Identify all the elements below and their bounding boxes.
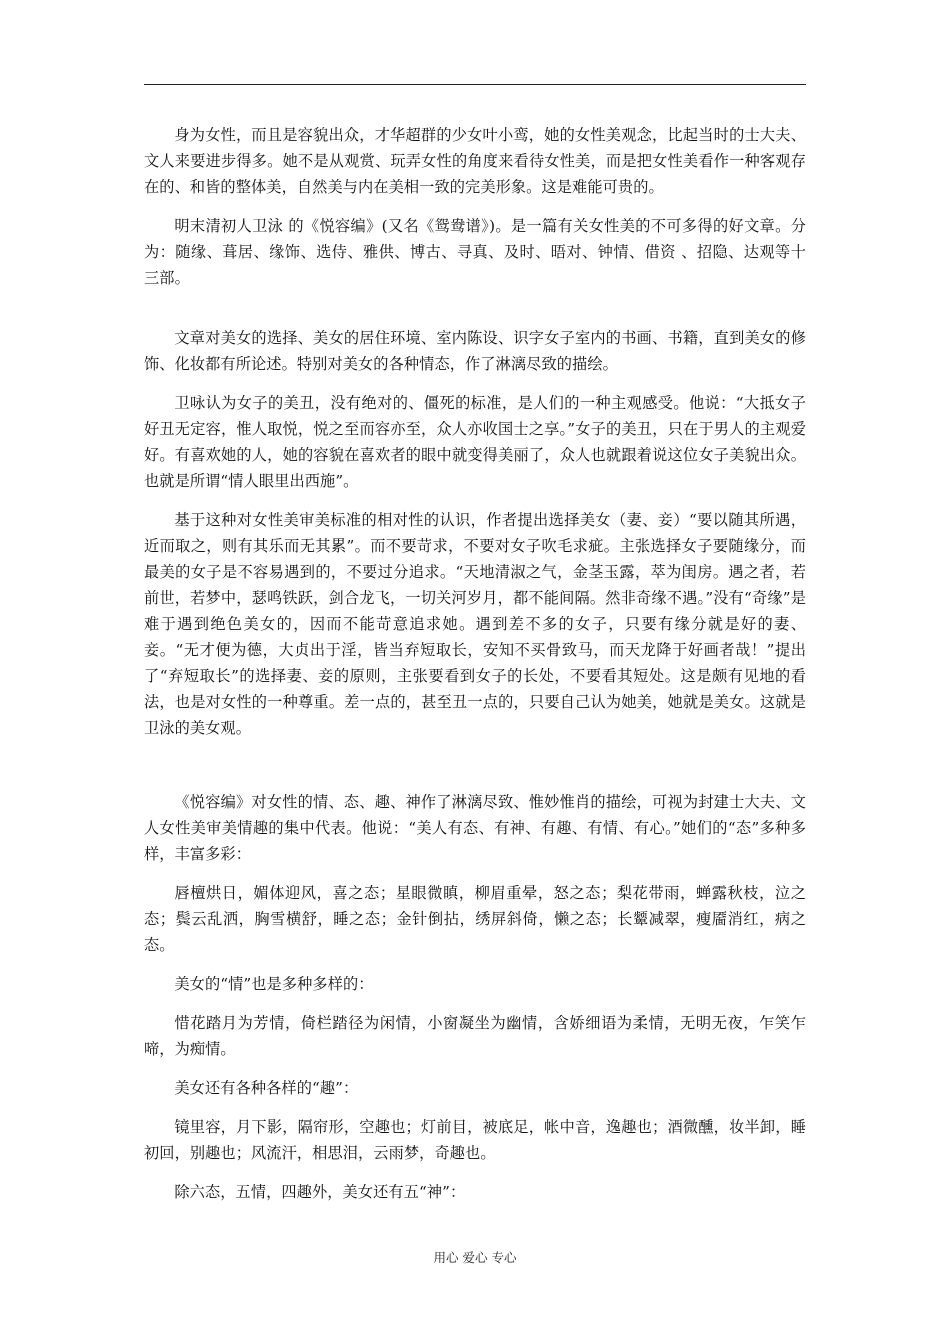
paragraph-four-qu: 镜里容，月下影，隔帘形，空趣也；灯前目，被底足，帐中音，逸趣也；酒微醺，妆半卸，睡初回，别趣也；风流汗，相思泪，云雨梦，奇趣也。 — [144, 1118, 806, 1162]
paragraph-choosing-beauty: 基于这种对女性美审美标准的相对性的认识，作者提出选择美女（妻、妾）“要以随其所遇，近而取之，则有其乐而无其累”。而不要苛求，不要对女子吹毛求疵。主张选择女子要随缘分，而最美的女子是不容易遇到的，不要过分追求。“天地清淑之气，金茎玉露，萃为闺房。遇之者，若前世，若梦中，瑟鸣铁跃，剑合龙飞，一切关河岁月，都不能间隔。然非奇缘不遇。”没有“奇缘”是难于遇到绝色美女的，因而不能苛意追求她。遇到差不多的女子，只要有缘分就是好的妻、妾。“无才便为德，大贞出于淫，皆当弃短取长，安知不买骨致马，而天龙降于好画者哉！”提出了“弃短取长”的选择妻、妾的原则，主张要看到女子的长处，不要看其短处。这是颇有见地的看法，也是对女性的一种尊重。差一点的，甚至丑一点的，只要自己认为她美，她就是美女。这就是卫泳的美女观。 — [144, 511, 806, 737]
paragraph-qing-tai-qu-shen: 《悦容编》对女性的情、态、趣、神作了淋漓尽致、惟妙惟肖的描绘，可视为封建士大夫、文人女性美审美情趣的集中代表。他说：“美人有态、有神、有趣、有情、有心。”她们的“态”多种多样，丰富多彩： — [144, 793, 806, 863]
paragraph-qu-intro: 美女还有各种各样的“趣”： — [174, 1079, 359, 1097]
paragraph-six-tai: 唇檀烘日，媚体迎风，喜之态；星眼微瞋，柳眉重晕，怒之态；梨花带雨，蝉露秋枝，泣之态；鬓云乱洒，胸雪横舒，睡之态；金针倒拈，绣屏斜倚，懒之态；长颦减翠，瘦靥消红，病之态。 — [144, 884, 806, 954]
header-rule — [144, 84, 806, 85]
paragraph-article-scope: 文章对美女的选择、美女的居住环境、室内陈设、识字女子室内的书画、书籍，直到美女的修饰、化妆都有所论述。特别对美女的各种情态，作了淋漓尽致的描绘。 — [144, 329, 806, 373]
paragraph-beauty-subjective: 卫咏认为女子的美丑，没有绝对的、僵死的标准，是人们的一种主观感受。他说：“大抵女子好丑无定容，惟人取悦，悦之至而容亦至，众人亦收国士之享。”女子的美丑，只在于男人的主观爱好。有喜欢她的人，她的容貌在喜欢者的眼中就变得美丽了，众人也就跟着说这位女子美貌出众。也就是所谓“情人眼里出西施”。 — [144, 394, 806, 490]
paragraph-qing-intro: 美女的“情”也是多种多样的： — [174, 975, 374, 993]
paragraph-shen-intro: 除六态，五情，四趣外，美女还有五“神”： — [174, 1183, 466, 1201]
paragraph-ye-xiaoluan: 身为女性，而且是容貌出众，才华超群的少女叶小鸾，她的女性美观念，比起当时的士大夫、文人来要进步得多。她不是从观赏、玩弄女性的角度来看待女性美，而是把女性美看作一种客观存在的、和皆的整体美，自然美与内在美相一致的完美形象。这是难能可贵的。 — [144, 126, 806, 196]
paragraph-five-qing: 惜花踏月为芳情，倚栏踏径为闲情，小窗凝坐为幽情，含娇细语为柔情，无明无夜，乍笑乍啼，为痴情。 — [144, 1014, 806, 1058]
document-body — [144, 122, 806, 1205]
page-footer: 用心 爱心 专心 — [433, 1250, 517, 1265]
paragraph-yuerongbian-intro: 明末清初人卫泳 的《悦容编》(又名《鸳鸯谱》)。是一篇有关女性美的不可多得的好文章。分为：随缘、葺居、缘饰、选侍、雅供、博古、寻真、及时、晤对、钟情、借资 、招隐、达观等十三部。 — [144, 217, 806, 287]
